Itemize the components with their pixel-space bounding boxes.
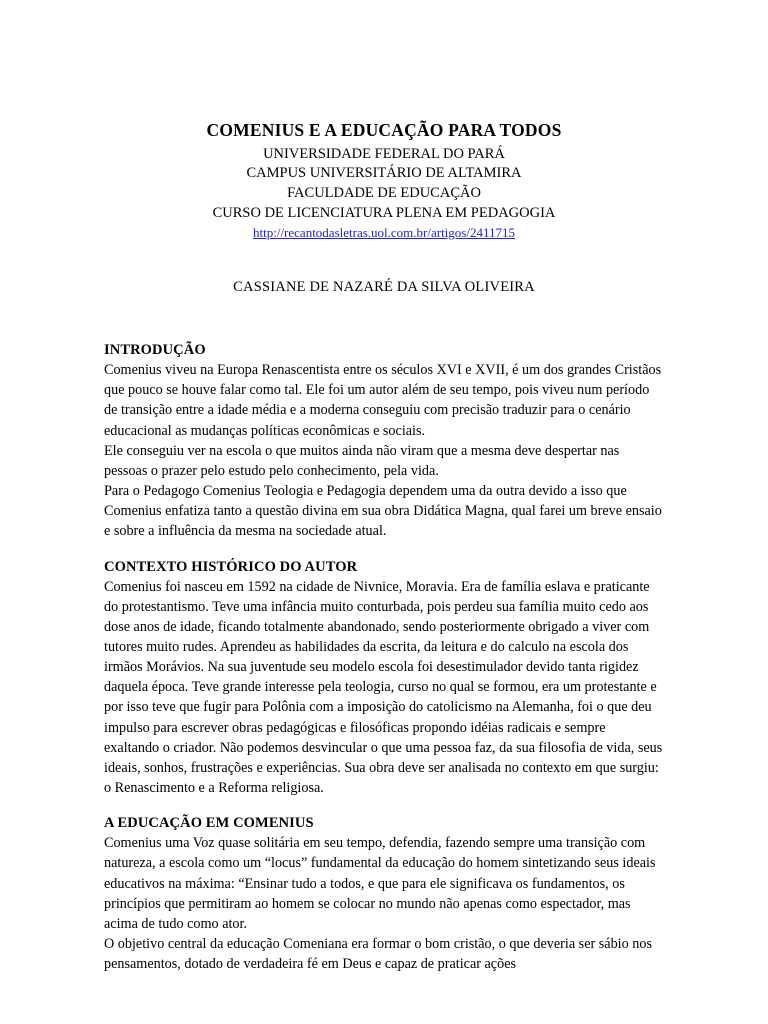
source-link[interactable]: http://recantodasletras.uol.com.br/artigos/2411715 [253, 225, 515, 241]
section-heading-educacao-em-comenius: A EDUCAÇÃO EM COMENIUS [104, 815, 314, 832]
paragraph: Comenius foi nasceu em 1592 na cidade de Nivnice, Moravia. Era de família eslava e praticante do protestantismo. Teve uma infância muito conturbada, pois perdeu sua família muito cedo aos dose anos de idade, ficando totalmente abandonado, sendo posteriormente obrigado a viver com tutores muito rudes. Aprendeu as habilidades da escrita, da leitura e do calculo na escola dos irmãos Morávios. Na sua juventude seu modelo escola foi desestimulador devido tanta rigidez daquela época. Teve grande interesse pela teologia, curso no qual se formou, era um protestante e por isso teve que fugir para Polônia com a imposição do catolicismo na Alemanha, foi o que deu impulso para escrever obras pedagógicas e filosóficas propondo idéias radicais e sempre exaltando o criador. Não podemos desvincular o que uma pessoa faz, da sua filosofia de vida, seus ideais, sonhos, frustrações e experiências. Sua obra deve ser analisada no contexto em que surgiu: o Renascimento e a Reforma religiosa. [104, 578, 663, 797]
paragraph: O objetivo central da educação Comeniana era formar o bom cristão, o que deveria ser sábio nos pensamentos, dotado de verdadeira fé em Deus e capaz de praticar ações [104, 936, 652, 973]
institution-line-2: CAMPUS UNIVERSITÁRIO DE ALTAMIRA [246, 165, 522, 182]
institution-line-4: CURSO DE LICENCIATURA PLENA EM PEDAGOGIA [212, 204, 556, 221]
section-heading-contexto-historico: CONTEXTO HISTÓRICO DO AUTOR [104, 558, 358, 575]
paragraph: Ele conseguiu ver na escola o que muitos ainda não viram que a mesma deve despertar nas pessoas o prazer pelo estudo pelo conhecimento, pela vida. [104, 442, 620, 479]
source-link-wrapper [104, 225, 664, 241]
title-block [104, 120, 664, 241]
paragraph: Comenius viveu na Europa Renascentista entre os séculos XVI e XVII, é um dos grandes Cristãos que pouco se houve falar como tal. Ele foi um autor além de seu tempo, pois viveu num período de transição entre a idade média e a moderna conseguiu com precisão traduzir para o cenário educacional as mudanças políticas econômicas e sociais. [104, 362, 662, 439]
paragraph: Para o Pedagogo Comenius Teologia e Pedagogia dependem uma da outra devido a isso que Comenius enfatiza tanto a questão divina em sua obra Didática Magna, qual farei um breve ensaio e sobre a influência da mesma na sociedade atual. [104, 483, 662, 540]
body-content [104, 342, 664, 974]
page-title: COMENIUS E A EDUCAÇÃO PARA TODOS [206, 120, 562, 140]
institution-line-3: FACULDADE DE EDUCAÇÃO [287, 185, 481, 201]
section-introducao [104, 342, 664, 541]
section-heading-introducao: INTRODUÇÃO [104, 342, 206, 359]
author-name: CASSIANE DE NAZARÉ DA SILVA OLIVEIRA [233, 279, 535, 296]
section-contexto-historico [104, 559, 664, 799]
section-educacao-em-comenius [104, 815, 664, 974]
paragraph: Comenius uma Voz quase solitária em seu tempo, defendia, fazendo sempre uma transição com natureza, a escola como um “locus” fundamental da educação do homem sintetizando seus ideais educativos na máxima: “Ensinar tudo a todos, e que para ele significava os fundamentos, os princípios que permitiram ao homem se colocar no mundo não apenas como espectador, mas acima de tudo como ator. [104, 835, 656, 932]
institution-line-1: UNIVERSIDADE FEDERAL DO PARÁ [263, 145, 505, 162]
